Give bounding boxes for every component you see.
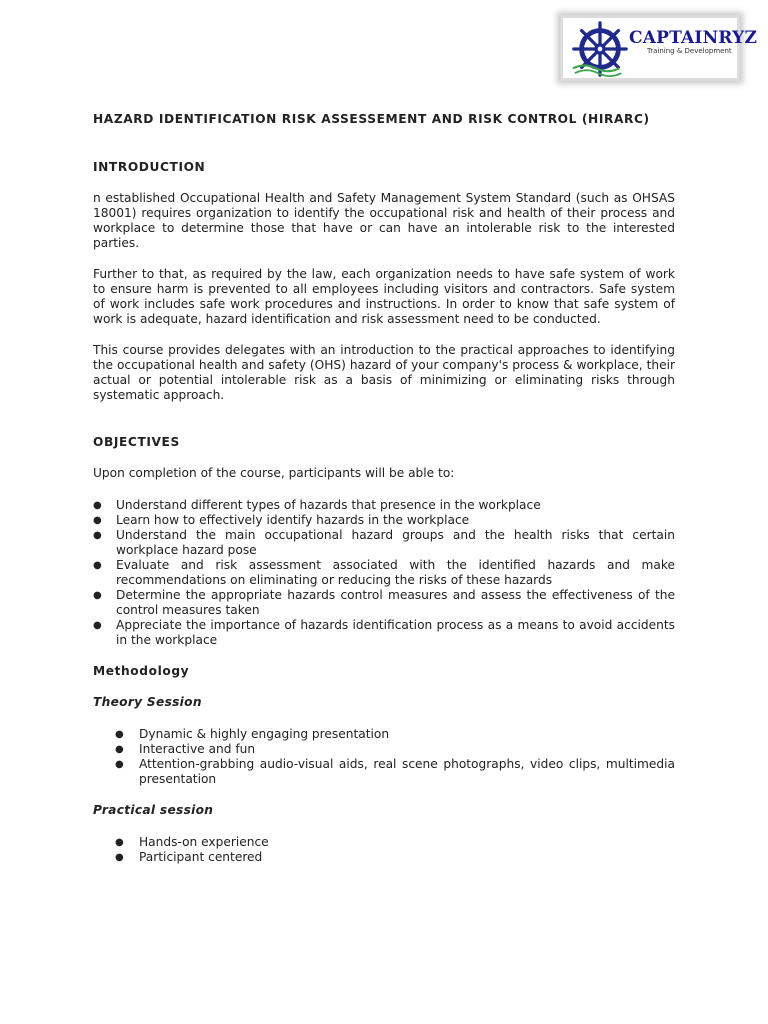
bullet-icon: ● xyxy=(115,744,124,755)
intro-paragraph: This course provides delegates with an introduction to the practical approaches to identifying the occupational health and safety (OHS) hazard of your company's process & workplace, their actual or potential intolerable risk as a basis of minimizing or eliminating risks through systematic approach. xyxy=(93,343,675,402)
bullet-icon: ● xyxy=(115,729,124,740)
logo-name: CAPTAINRYZ xyxy=(629,28,758,48)
bullet-icon: ● xyxy=(93,620,102,631)
bullet-icon: ● xyxy=(115,852,124,863)
objective-text: Determine the appropriate hazards control measures and assess the effectiveness of the control measures taken xyxy=(116,588,675,617)
objectives-list xyxy=(93,498,675,648)
objective-text: Evaluate and risk assessment associated with the identified hazards and make recommendations on eliminating or reducing the risks of these hazards xyxy=(116,558,675,587)
objective-item xyxy=(93,588,675,618)
intro-paragraph: n established Occupational Health and Safety Management System Standard (such as OHSAS 18001) requires organization to identify the occupational risk and health of their process and workplace to determine those that have or can have an intolerable risk to the interested parties. xyxy=(93,191,675,250)
ship-wheel-icon xyxy=(571,20,629,78)
practical-session-list xyxy=(93,835,675,865)
bullet-icon: ● xyxy=(93,560,102,571)
bullet-icon: ● xyxy=(93,590,102,601)
bullet-icon: ● xyxy=(115,759,124,770)
theory-item xyxy=(115,742,675,757)
practical-item xyxy=(115,835,675,850)
theory-text: Attention-grabbing audio-visual aids, real scene photographs, video clips, multimedia presentation xyxy=(139,757,675,786)
bullet-icon: ● xyxy=(93,515,102,526)
theory-item xyxy=(115,757,675,787)
objective-text: Learn how to effectively identify hazards in the workplace xyxy=(116,513,470,527)
introduction-heading: INTRODUCTION xyxy=(93,160,206,174)
logo-tagline: Training & Development xyxy=(647,47,732,55)
practical-text: Participant centered xyxy=(139,850,263,864)
document-body xyxy=(93,112,675,865)
document-title: HAZARD IDENTIFICATION RISK ASSESSEMENT AND RISK CONTROL (HIRARC) xyxy=(93,112,650,126)
practical-session-heading: Practical session xyxy=(93,803,214,817)
company-logo xyxy=(560,15,758,81)
bullet-icon: ● xyxy=(93,500,102,511)
objective-text: Understand different types of hazards that presence in the workplace xyxy=(116,498,541,512)
theory-text: Dynamic & highly engaging presentation xyxy=(139,727,390,741)
objective-text: Appreciate the importance of hazards identification process as a means to avoid accidents in the workplace xyxy=(116,618,675,647)
theory-item xyxy=(115,727,675,742)
objective-item xyxy=(93,528,675,558)
objective-item xyxy=(93,498,675,513)
bullet-icon: ● xyxy=(93,530,102,541)
theory-session-heading: Theory Session xyxy=(93,695,202,709)
bullet-icon: ● xyxy=(115,837,124,848)
objective-item xyxy=(93,618,675,648)
objective-item xyxy=(93,513,675,528)
objective-text: Understand the main occupational hazard groups and the health risks that certain workplace hazard pose xyxy=(116,528,675,557)
theory-text: Interactive and fun xyxy=(139,742,256,756)
practical-item xyxy=(115,850,675,865)
objective-item xyxy=(93,558,675,588)
intro-paragraph: Further to that, as required by the law, each organization needs to have safe system of work to ensure harm is prevented to all employees including visitors and contractors. Safe system of work includes safe work procedures and instructions. In order to know that safe system of work is adequate, hazard identification and risk assessment need to be conducted. xyxy=(93,267,675,326)
objectives-heading: OBJECTIVES xyxy=(93,435,180,449)
practical-text: Hands-on experience xyxy=(139,835,269,849)
methodology-heading: Methodology xyxy=(93,664,190,678)
objectives-lead: Upon completion of the course, participants will be able to: xyxy=(93,466,455,480)
theory-session-list xyxy=(93,727,675,787)
